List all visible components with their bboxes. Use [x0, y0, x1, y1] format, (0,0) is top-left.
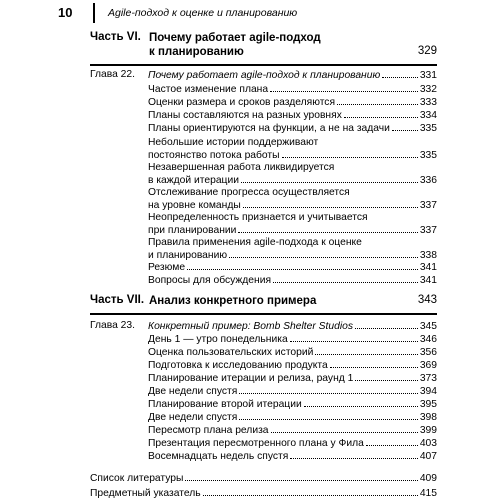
toc-entry[interactable] [148, 346, 437, 359]
entry-title: Две недели спустя [148, 412, 238, 423]
toc-entry-index[interactable] [90, 487, 437, 500]
entry-title-line-1: Правила применения agile-подхода к оценке [148, 237, 362, 248]
entry-page: 338 [419, 250, 437, 261]
toc-entry[interactable] [148, 186, 437, 212]
entry-title: Планы составляются на разных уровнях [148, 110, 342, 121]
page-header [0, 0, 500, 26]
dot-leader [243, 207, 418, 208]
toc-entry[interactable] [148, 122, 437, 135]
dot-leader [392, 130, 418, 131]
header-divider [93, 3, 95, 23]
entry-page: 332 [419, 84, 437, 95]
part-rule [90, 64, 437, 66]
entry-title-line-1: Незавершенная работа ликвидируется [148, 162, 335, 173]
toc-entry[interactable] [148, 450, 437, 463]
entry-title: Пересмотр плана релиза [148, 425, 269, 436]
entry-page: 337 [419, 200, 437, 211]
toc-entry[interactable] [148, 96, 437, 109]
dot-leader [203, 495, 418, 496]
entry-page: 341 [419, 262, 437, 273]
toc-entry[interactable] [148, 236, 437, 262]
entry-title-line-1: Отслеживание прогресса осуществляется [148, 187, 350, 198]
part-6-heading [90, 31, 437, 63]
entry-page: 394 [419, 386, 437, 397]
entry-page: 334 [419, 110, 437, 121]
entry-title: Презентация пересмотренного плана у Фила [148, 438, 364, 449]
dot-leader [239, 419, 417, 420]
dot-leader [273, 282, 418, 283]
dot-leader [185, 480, 417, 481]
entry-page: 341 [419, 275, 437, 286]
toc-entry[interactable] [148, 211, 437, 237]
toc-entry[interactable] [148, 359, 437, 372]
toc-entry[interactable] [148, 320, 437, 333]
entry-title: Две недели спустя [148, 386, 238, 397]
entry-title-line-2: при планировании [148, 225, 237, 236]
toc-entry[interactable] [148, 274, 437, 287]
entry-title-line-2: постоянство потока работы [148, 150, 280, 161]
entry-title-line-2: на уровне команды [148, 200, 241, 211]
entry-page: 409 [419, 473, 437, 484]
entry-title-line-1: Небольшие истории поддерживают [148, 137, 319, 148]
chapter-label: Глава 23. [90, 320, 135, 331]
dot-leader [304, 406, 418, 407]
dot-leader [229, 257, 418, 258]
dot-leader [239, 393, 417, 394]
toc-entry-bibliography[interactable] [90, 472, 437, 485]
dot-leader [366, 445, 418, 446]
toc-entry[interactable] [148, 69, 437, 82]
entry-title: Восемнадцать недель спустя [148, 451, 289, 462]
toc-entry[interactable] [148, 261, 437, 274]
entry-page: 403 [419, 438, 437, 449]
entry-page: 373 [419, 373, 437, 384]
entry-title: Планирование итерации и релиза, раунд 1 [148, 373, 354, 384]
dot-leader [238, 232, 417, 233]
chapter-label: Глава 22. [90, 69, 135, 80]
dot-leader [330, 367, 418, 368]
toc-entry[interactable] [148, 109, 437, 122]
dot-leader [315, 354, 417, 355]
dot-leader [355, 380, 417, 381]
entry-title: Оценки размера и сроков разделяются [148, 97, 336, 108]
part-label: Часть VII. [90, 294, 145, 306]
dot-leader [282, 157, 418, 158]
toc-entry[interactable] [148, 161, 437, 187]
part-rule [90, 313, 437, 315]
entry-page: 333 [419, 97, 437, 108]
toc-entry[interactable] [148, 411, 437, 424]
part-title-line-1: Почему работает agile-подход [149, 32, 321, 44]
part-title-line-2: к планированию [149, 46, 244, 58]
entry-title-line-2: в каждой итерации [148, 175, 239, 186]
dot-leader [187, 269, 418, 270]
toc-entry[interactable] [148, 83, 437, 96]
dot-leader [290, 458, 417, 459]
entry-page: 337 [419, 225, 437, 236]
dot-leader [337, 104, 418, 105]
entry-page: 345 [419, 321, 437, 332]
toc-entry[interactable] [148, 424, 437, 437]
part-7-heading [90, 294, 437, 310]
entry-page: 399 [419, 425, 437, 436]
entry-title: Планирование второй итерации [148, 399, 302, 410]
entry-title: Конкретный пример: Bomb Shelter Studios [148, 321, 354, 332]
entry-page: 346 [419, 334, 437, 345]
entry-title: Резюме [148, 262, 186, 273]
entry-title-line-2: и планированию [148, 250, 228, 261]
dot-leader [344, 117, 418, 118]
part-title [149, 31, 321, 59]
entry-page: 398 [419, 412, 437, 423]
entry-page: 331 [419, 70, 437, 81]
entry-title: Список литературы [90, 473, 184, 484]
dot-leader [271, 432, 418, 433]
entry-page: 335 [419, 150, 437, 161]
toc-entry[interactable] [148, 372, 437, 385]
entry-page: 356 [419, 347, 437, 358]
toc-entry[interactable] [148, 398, 437, 411]
dot-leader [290, 341, 418, 342]
entry-page: 336 [419, 175, 437, 186]
entry-page: 335 [419, 123, 437, 134]
toc-entry[interactable] [148, 136, 437, 162]
entry-title: День 1 — утро понедельника [148, 334, 288, 345]
dot-leader [355, 328, 418, 329]
entry-title: Планы ориентируются на функции, а не на задачи [148, 123, 390, 134]
page-number: 10 [58, 5, 73, 20]
entry-title: Подготовка к исследованию продукта [148, 360, 328, 371]
part-label: Часть VI. [90, 31, 141, 43]
entry-title: Оценка пользовательских историй [148, 347, 314, 358]
running-title: Agile-подход к оценке и планированию [108, 7, 298, 19]
toc-entry[interactable] [148, 437, 437, 450]
toc-entry[interactable] [148, 333, 437, 346]
part-page: 329 [417, 45, 437, 57]
dot-leader [241, 182, 418, 183]
part-title: Анализ конкретного примера [149, 295, 317, 307]
entry-page: 369 [419, 360, 437, 371]
entry-page: 407 [419, 451, 437, 462]
entry-title: Вопросы для обсуждения [148, 275, 272, 286]
entry-title: Частое изменение плана [148, 84, 269, 95]
dot-leader [382, 77, 418, 78]
toc-entry[interactable] [148, 385, 437, 398]
entry-title-line-1: Неопределенность признается и учитывается [148, 212, 368, 223]
entry-page: 395 [419, 399, 437, 410]
part-page: 343 [417, 294, 437, 306]
entry-title: Предметный указатель [90, 488, 201, 499]
entry-title: Почему работает agile-подход к планированию [148, 70, 381, 81]
entry-page: 415 [419, 488, 437, 499]
dot-leader [270, 91, 418, 92]
